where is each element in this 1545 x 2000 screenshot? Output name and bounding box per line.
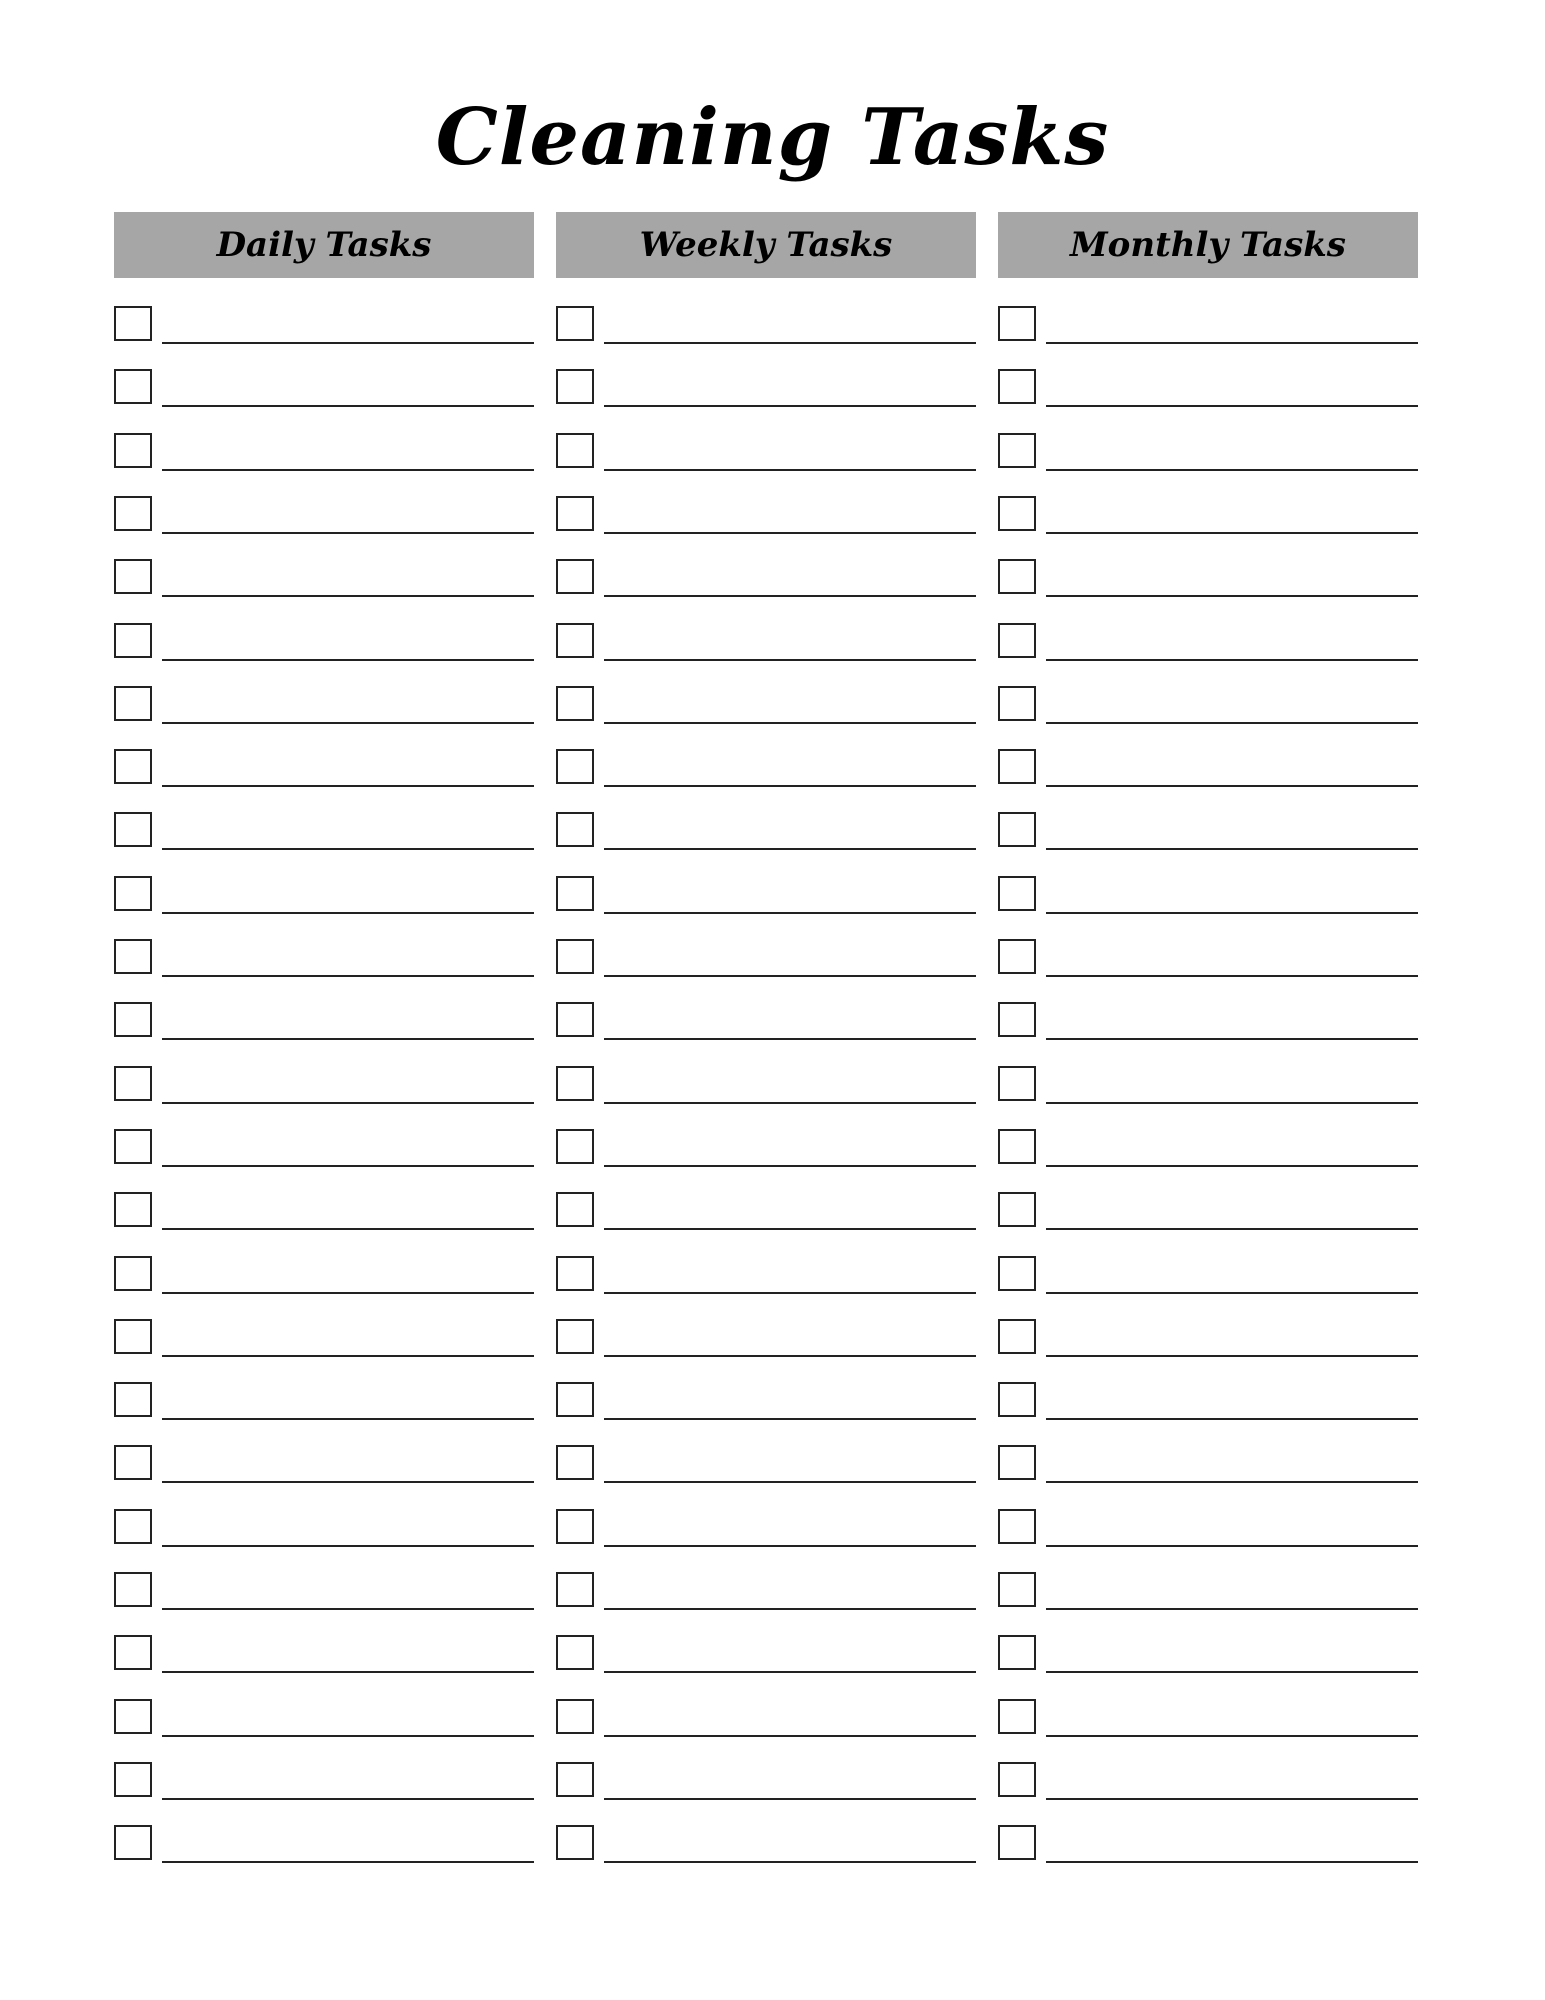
- task-writing-line[interactable]: [604, 1292, 976, 1294]
- task-checkbox[interactable]: [998, 1192, 1036, 1227]
- task-checkbox[interactable]: [998, 369, 1036, 404]
- task-checkbox[interactable]: [114, 1002, 152, 1037]
- task-checkbox[interactable]: [114, 1192, 152, 1227]
- task-row: [114, 1509, 534, 1549]
- task-row: [114, 1825, 534, 1865]
- task-checkbox[interactable]: [998, 1509, 1036, 1544]
- task-row: [556, 749, 976, 789]
- task-row: [556, 1635, 976, 1675]
- task-checkbox[interactable]: [114, 623, 152, 658]
- task-writing-line[interactable]: [162, 912, 534, 914]
- task-writing-line[interactable]: [604, 1355, 976, 1357]
- task-row: [114, 939, 534, 979]
- task-row: [114, 369, 534, 409]
- task-writing-line[interactable]: [1046, 848, 1418, 850]
- task-row: [556, 369, 976, 409]
- task-row: [998, 496, 1418, 536]
- task-writing-line[interactable]: [604, 469, 976, 471]
- task-writing-line[interactable]: [1046, 1292, 1418, 1294]
- task-writing-line[interactable]: [604, 342, 976, 344]
- task-writing-line[interactable]: [604, 1861, 976, 1863]
- task-row: [556, 1129, 976, 1169]
- task-writing-line[interactable]: [1046, 722, 1418, 724]
- task-checkbox[interactable]: [114, 306, 152, 341]
- task-checkbox[interactable]: [114, 876, 152, 911]
- task-row: [556, 1256, 976, 1296]
- task-row: [114, 1319, 534, 1359]
- task-row: [114, 1382, 534, 1422]
- task-row: [556, 496, 976, 536]
- task-checkbox[interactable]: [114, 1129, 152, 1164]
- task-writing-line[interactable]: [604, 659, 976, 661]
- task-writing-line[interactable]: [1046, 1481, 1418, 1483]
- task-writing-line[interactable]: [604, 1481, 976, 1483]
- task-row: [556, 1066, 976, 1106]
- task-checkbox[interactable]: [998, 749, 1036, 784]
- task-writing-line[interactable]: [162, 785, 534, 787]
- task-writing-line[interactable]: [1046, 659, 1418, 661]
- task-row: [998, 1572, 1418, 1612]
- task-checkbox[interactable]: [998, 1825, 1036, 1860]
- task-writing-line[interactable]: [162, 1228, 534, 1230]
- task-writing-line[interactable]: [604, 595, 976, 597]
- task-writing-line[interactable]: [162, 595, 534, 597]
- task-row: [998, 306, 1418, 346]
- task-row: [556, 1825, 976, 1865]
- task-checkbox[interactable]: [998, 1129, 1036, 1164]
- task-writing-line[interactable]: [162, 1671, 534, 1673]
- task-checkbox[interactable]: [114, 1699, 152, 1734]
- task-writing-line[interactable]: [1046, 405, 1418, 407]
- task-checkbox[interactable]: [556, 1066, 594, 1101]
- task-writing-line[interactable]: [1046, 1671, 1418, 1673]
- task-row: [114, 1129, 534, 1169]
- task-checkbox[interactable]: [556, 306, 594, 341]
- task-row: [998, 433, 1418, 473]
- task-writing-line[interactable]: [1046, 469, 1418, 471]
- weekly-tasks-column: [556, 212, 976, 278]
- task-row: [114, 433, 534, 473]
- task-writing-line[interactable]: [604, 912, 976, 914]
- task-checkbox[interactable]: [998, 1572, 1036, 1607]
- task-row: [998, 1382, 1418, 1422]
- task-writing-line[interactable]: [604, 1038, 976, 1040]
- task-row: [556, 1382, 976, 1422]
- task-writing-line[interactable]: [604, 1608, 976, 1610]
- task-writing-line[interactable]: [162, 1038, 534, 1040]
- task-row: [114, 1699, 534, 1739]
- task-row: [556, 1319, 976, 1359]
- task-writing-line[interactable]: [1046, 1608, 1418, 1610]
- task-writing-line[interactable]: [162, 1418, 534, 1420]
- task-row: [114, 876, 534, 916]
- task-writing-line[interactable]: [162, 342, 534, 344]
- task-row: [556, 1509, 976, 1549]
- task-writing-line[interactable]: [1046, 1798, 1418, 1800]
- task-row: [998, 1192, 1418, 1232]
- task-checkbox[interactable]: [556, 1129, 594, 1164]
- task-row: [114, 1192, 534, 1232]
- task-row: [114, 812, 534, 852]
- task-row: [114, 1635, 534, 1675]
- task-checkbox[interactable]: [998, 496, 1036, 531]
- task-writing-line[interactable]: [1046, 1735, 1418, 1737]
- task-checkbox[interactable]: [556, 369, 594, 404]
- task-checkbox[interactable]: [556, 686, 594, 721]
- task-row: [556, 686, 976, 726]
- task-row: [998, 1445, 1418, 1485]
- task-writing-line[interactable]: [1046, 912, 1418, 914]
- task-checkbox[interactable]: [114, 1319, 152, 1354]
- task-checkbox[interactable]: [556, 812, 594, 847]
- task-checkbox[interactable]: [998, 876, 1036, 911]
- task-writing-line[interactable]: [604, 532, 976, 534]
- task-checkbox[interactable]: [114, 1825, 152, 1860]
- task-checkbox[interactable]: [114, 1382, 152, 1417]
- task-writing-line[interactable]: [162, 1481, 534, 1483]
- daily-tasks-header: Daily Tasks: [114, 212, 534, 278]
- task-checkbox[interactable]: [556, 433, 594, 468]
- task-writing-line[interactable]: [604, 848, 976, 850]
- task-checkbox[interactable]: [998, 1635, 1036, 1670]
- task-checkbox[interactable]: [998, 1699, 1036, 1734]
- task-row: [556, 1192, 976, 1232]
- monthly-tasks-column: [998, 212, 1418, 278]
- task-row: [998, 623, 1418, 663]
- task-checkbox[interactable]: [556, 496, 594, 531]
- task-checkbox[interactable]: [998, 1002, 1036, 1037]
- task-row: [114, 1066, 534, 1106]
- task-writing-line[interactable]: [162, 1608, 534, 1610]
- task-writing-line[interactable]: [162, 1355, 534, 1357]
- task-checkbox[interactable]: [998, 1256, 1036, 1291]
- task-row: [556, 306, 976, 346]
- task-row: [556, 1002, 976, 1042]
- task-checkbox[interactable]: [114, 686, 152, 721]
- task-writing-line[interactable]: [162, 1292, 534, 1294]
- task-writing-line[interactable]: [162, 1861, 534, 1863]
- task-checkbox[interactable]: [556, 1762, 594, 1797]
- task-row: [114, 559, 534, 599]
- task-checkbox[interactable]: [998, 1762, 1036, 1797]
- task-writing-line[interactable]: [162, 975, 534, 977]
- task-writing-line[interactable]: [1046, 975, 1418, 977]
- task-row: [556, 623, 976, 663]
- task-row: [998, 1635, 1418, 1675]
- task-checkbox[interactable]: [114, 1635, 152, 1670]
- task-writing-line[interactable]: [1046, 1228, 1418, 1230]
- task-writing-line[interactable]: [162, 848, 534, 850]
- task-writing-line[interactable]: [1046, 785, 1418, 787]
- task-row: [998, 1509, 1418, 1549]
- task-checkbox[interactable]: [556, 1635, 594, 1670]
- task-row: [998, 686, 1418, 726]
- monthly-tasks-header: Monthly Tasks: [998, 212, 1418, 278]
- task-checkbox[interactable]: [998, 686, 1036, 721]
- task-writing-line[interactable]: [162, 1545, 534, 1547]
- task-writing-line[interactable]: [604, 1102, 976, 1104]
- task-row: [998, 1129, 1418, 1169]
- task-row: [998, 876, 1418, 916]
- task-row: [114, 1762, 534, 1802]
- task-row: [998, 812, 1418, 852]
- task-row: [998, 939, 1418, 979]
- task-writing-line[interactable]: [162, 532, 534, 534]
- task-checkbox[interactable]: [114, 939, 152, 974]
- task-writing-line[interactable]: [604, 405, 976, 407]
- task-checkbox[interactable]: [556, 1825, 594, 1860]
- task-checkbox[interactable]: [998, 812, 1036, 847]
- task-writing-line[interactable]: [604, 1671, 976, 1673]
- task-row: [998, 559, 1418, 599]
- task-writing-line[interactable]: [604, 785, 976, 787]
- task-checkbox[interactable]: [114, 1762, 152, 1797]
- task-checkbox[interactable]: [114, 1066, 152, 1101]
- task-writing-line[interactable]: [162, 722, 534, 724]
- task-writing-line[interactable]: [604, 1545, 976, 1547]
- task-checkbox[interactable]: [998, 433, 1036, 468]
- task-row: [556, 939, 976, 979]
- task-checkbox[interactable]: [114, 433, 152, 468]
- task-writing-line[interactable]: [162, 1165, 534, 1167]
- task-checkbox[interactable]: [998, 559, 1036, 594]
- task-checkbox[interactable]: [556, 1002, 594, 1037]
- task-checkbox[interactable]: [556, 749, 594, 784]
- task-checkbox[interactable]: [998, 1066, 1036, 1101]
- task-row: [114, 623, 534, 663]
- task-row: [998, 1762, 1418, 1802]
- task-row: [556, 1699, 976, 1739]
- task-row: [998, 1825, 1418, 1865]
- task-row: [998, 1256, 1418, 1296]
- task-writing-line[interactable]: [162, 659, 534, 661]
- task-checkbox[interactable]: [998, 1382, 1036, 1417]
- task-writing-line[interactable]: [162, 1102, 534, 1104]
- task-row: [998, 1699, 1418, 1739]
- task-writing-line[interactable]: [1046, 595, 1418, 597]
- task-writing-line[interactable]: [604, 1228, 976, 1230]
- task-row: [556, 559, 976, 599]
- task-row: [998, 1066, 1418, 1106]
- task-writing-line[interactable]: [162, 1735, 534, 1737]
- task-writing-line[interactable]: [604, 1735, 976, 1737]
- task-checkbox[interactable]: [998, 939, 1036, 974]
- task-writing-line[interactable]: [1046, 532, 1418, 534]
- task-checkbox[interactable]: [114, 496, 152, 531]
- task-checkbox[interactable]: [998, 1319, 1036, 1354]
- task-row: [114, 686, 534, 726]
- task-checkbox[interactable]: [556, 1192, 594, 1227]
- task-row: [556, 1572, 976, 1612]
- task-checkbox[interactable]: [556, 1256, 594, 1291]
- task-checkbox[interactable]: [556, 939, 594, 974]
- task-row: [998, 1002, 1418, 1042]
- daily-tasks-column: [114, 212, 534, 278]
- task-checkbox[interactable]: [556, 1382, 594, 1417]
- task-row: [556, 876, 976, 916]
- task-row: [114, 1572, 534, 1612]
- task-writing-line[interactable]: [604, 1798, 976, 1800]
- task-row: [556, 1445, 976, 1485]
- task-row: [556, 812, 976, 852]
- weekly-tasks-header: Weekly Tasks: [556, 212, 976, 278]
- task-checkbox[interactable]: [114, 1256, 152, 1291]
- task-row: [114, 1445, 534, 1485]
- task-writing-line[interactable]: [1046, 1038, 1418, 1040]
- task-row: [998, 1319, 1418, 1359]
- task-writing-line[interactable]: [604, 1418, 976, 1420]
- task-checkbox[interactable]: [556, 559, 594, 594]
- task-writing-line[interactable]: [162, 405, 534, 407]
- task-row: [114, 306, 534, 346]
- task-row: [114, 749, 534, 789]
- task-writing-line[interactable]: [162, 1798, 534, 1800]
- task-checkbox[interactable]: [556, 1699, 594, 1734]
- task-writing-line[interactable]: [1046, 1165, 1418, 1167]
- task-checkbox[interactable]: [556, 623, 594, 658]
- task-checkbox[interactable]: [114, 749, 152, 784]
- task-checkbox[interactable]: [114, 369, 152, 404]
- task-writing-line[interactable]: [1046, 342, 1418, 344]
- task-checkbox[interactable]: [556, 1509, 594, 1544]
- task-checkbox[interactable]: [556, 1572, 594, 1607]
- task-writing-line[interactable]: [1046, 1545, 1418, 1547]
- task-checkbox[interactable]: [114, 559, 152, 594]
- task-writing-line[interactable]: [1046, 1418, 1418, 1420]
- task-writing-line[interactable]: [1046, 1102, 1418, 1104]
- task-row: [114, 1256, 534, 1296]
- task-checkbox[interactable]: [556, 1445, 594, 1480]
- task-writing-line[interactable]: [604, 1165, 976, 1167]
- task-writing-line[interactable]: [1046, 1355, 1418, 1357]
- task-row: [998, 749, 1418, 789]
- task-checkbox[interactable]: [998, 1445, 1036, 1480]
- task-row: [114, 496, 534, 536]
- task-checkbox[interactable]: [998, 623, 1036, 658]
- task-row: [556, 1762, 976, 1802]
- task-checkbox[interactable]: [114, 1572, 152, 1607]
- page-title: Cleaning Tasks: [435, 92, 1110, 183]
- task-row: [998, 369, 1418, 409]
- task-row: [556, 433, 976, 473]
- task-writing-line[interactable]: [604, 975, 976, 977]
- task-checkbox[interactable]: [114, 1509, 152, 1544]
- task-checkbox[interactable]: [556, 876, 594, 911]
- task-row: [114, 1002, 534, 1042]
- task-checkbox[interactable]: [556, 1319, 594, 1354]
- task-writing-line[interactable]: [162, 469, 534, 471]
- task-checkbox[interactable]: [998, 306, 1036, 341]
- task-writing-line[interactable]: [1046, 1861, 1418, 1863]
- task-checkbox[interactable]: [114, 1445, 152, 1480]
- task-writing-line[interactable]: [604, 722, 976, 724]
- task-checkbox[interactable]: [114, 812, 152, 847]
